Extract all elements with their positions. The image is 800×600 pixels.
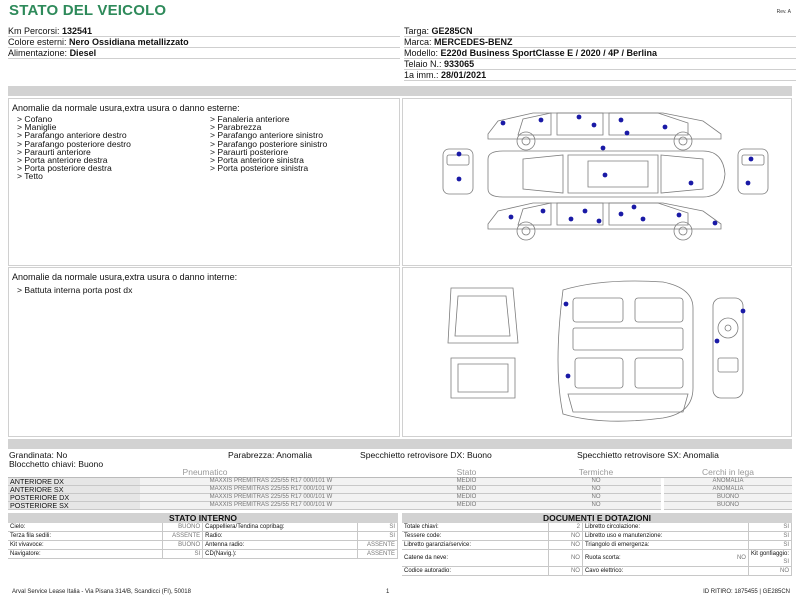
internal-diagram-panel <box>402 267 792 437</box>
info-value: MERCEDES-BENZ <box>434 37 513 47</box>
table-row <box>402 523 792 532</box>
tyre-stato: MEDIO <box>402 494 531 502</box>
tyre-model: MAXXIS PREMITRAS 225/55 R17 000/101 W <box>140 502 402 510</box>
field-value: 2 <box>548 523 582 532</box>
revision-label: Rev. A <box>776 9 791 15</box>
page-title: STATO DEL VEICOLO <box>9 2 167 19</box>
tyre-header-stato: Stato <box>402 468 531 478</box>
info-label: Marca: <box>404 37 432 47</box>
list-item: > Parafango anteriore sinistro <box>210 130 323 141</box>
tyre-termiche: NO <box>531 502 661 510</box>
info-value: 933065 <box>444 59 475 69</box>
field-value: NO <box>548 550 582 567</box>
info-label: Alimentazione: <box>8 48 68 58</box>
external-damage-title: Anomalie da normale usura,extra usura o danno esterne: <box>12 103 240 113</box>
list-item: > Porta anteriore sinistra <box>210 155 304 166</box>
field-label: Terza fila sedili: <box>8 532 163 541</box>
field-label: Codice autoradio: <box>402 567 548 576</box>
info-row-telaio <box>404 59 796 70</box>
field-label: Navigatore: <box>8 550 163 559</box>
field-label: Tessere code: <box>402 532 548 541</box>
info-value: E220d Business SportClasse E / 2020 / 4P / Berlina <box>440 48 657 58</box>
tyre-stato: MEDIO <box>402 502 531 510</box>
list-item: > Fanaleria anteriore <box>210 114 290 124</box>
field-label: Antenna radio: <box>203 541 358 550</box>
field-label: Kit vivavoce: <box>8 541 163 550</box>
field-label: Libretto uso e manutenzione: <box>582 532 748 541</box>
table-row <box>402 532 792 541</box>
info-row-colore <box>8 37 400 48</box>
field-label: Libretto garanzia/service: <box>402 541 548 550</box>
table-row <box>402 567 792 576</box>
table-row <box>402 541 792 550</box>
field-value: NO <box>736 555 746 561</box>
tyre-table <box>8 468 792 510</box>
tyre-header-pneumatico: Pneumatico <box>8 468 402 478</box>
table-row <box>8 550 398 559</box>
tyre-header-cerchi: Cerchi in lega <box>664 468 792 478</box>
table-row <box>402 550 792 567</box>
vehicle-info-left <box>8 26 400 59</box>
field-value: NO <box>748 567 791 576</box>
tyre-position: POSTERIORE DX <box>8 494 140 502</box>
info-value: 132541 <box>62 26 93 36</box>
field-value: NO <box>548 541 582 550</box>
specchietto-sx-text: Specchietto retrovisore SX: Anomalia <box>577 450 719 460</box>
info-row-alimentazione <box>8 48 400 59</box>
field-label: Triangolo di emergenza: <box>582 541 748 550</box>
tyre-model: MAXXIS PREMITRAS 225/55 R17 000/101 W <box>140 478 402 486</box>
list-item: > Maniglie <box>17 122 57 133</box>
field-label: Kit gonfiaggio: <box>750 551 789 557</box>
specchietto-dx-text: Specchietto retrovisore DX: Buono <box>360 450 492 460</box>
info-value: Diesel <box>69 48 97 58</box>
info-value: GE285CN <box>431 26 473 36</box>
field-value: SI <box>748 541 791 550</box>
list-item: > Tetto <box>17 171 43 182</box>
field-value: BUONO <box>163 541 203 550</box>
info-label: Km Percorsi: <box>8 26 60 36</box>
external-damage-panel <box>8 98 400 266</box>
tyre-model: MAXXIS PREMITRAS 225/55 R17 000/101 W <box>140 494 402 502</box>
info-label: Colore esterni: <box>8 37 67 47</box>
field-label: Catene da neve: <box>402 550 548 567</box>
tyre-cerchi: ANOMALIA <box>664 486 792 494</box>
tyre-cerchi: ANOMALIA <box>664 478 792 486</box>
internal-damage-list <box>9 286 399 295</box>
car-exterior-diagram <box>403 99 793 267</box>
list-item: > Porta anteriore destra <box>17 155 108 166</box>
list-item: > Porta posteriore destra <box>17 163 112 174</box>
info-label: Telaio N.: <box>404 59 442 69</box>
blocchetto-text: Blocchetto chiavi: Buono <box>9 459 104 469</box>
tyre-stato: MEDIO <box>402 478 531 486</box>
tyre-position: ANTERIORE DX <box>8 478 140 486</box>
info-value: Nero Ossidiana metallizzato <box>69 37 189 47</box>
tyre-termiche: NO <box>531 486 661 494</box>
field-value: SI <box>163 550 203 559</box>
field-label: Radio: <box>203 532 358 541</box>
field-value: BUONO <box>163 523 203 532</box>
tyre-position: POSTERIORE SX <box>8 502 140 510</box>
footer-ritiro: ID RITIRO: 1875455 | GE285CN <box>703 589 790 595</box>
tyre-termiche: NO <box>531 494 661 502</box>
vehicle-info-right <box>404 26 796 81</box>
list-item: > Paraurti anteriore <box>17 146 91 157</box>
list-item: > Parafango posteriore destro <box>17 138 131 149</box>
section-divider <box>8 439 792 449</box>
field-label: Totale chiavi: <box>402 523 548 532</box>
field-label: Cielo: <box>8 523 163 532</box>
field-value: NO <box>548 567 582 576</box>
info-row-marca <box>404 37 796 48</box>
field-value: SI <box>783 559 789 565</box>
field-label: Cappelliera/Tendina copribag: <box>203 523 358 532</box>
section-divider <box>8 86 792 96</box>
field-label: Libretto circolazione: <box>582 523 748 532</box>
info-label: Targa: <box>404 26 430 36</box>
table-row <box>8 541 398 550</box>
field-value: ASSENTE <box>357 550 397 559</box>
list-item: > Parafango anteriore destro <box>17 130 127 141</box>
field-value: SI <box>357 523 397 532</box>
list-item: > Parafango posteriore sinistro <box>210 138 328 149</box>
info-row-km <box>8 26 400 37</box>
field-value: ASSENTE <box>163 532 203 541</box>
tyre-header-termiche: Termiche <box>531 468 661 478</box>
tyre-termiche: NO <box>531 478 661 486</box>
tyre-position: ANTERIORE SX <box>8 486 140 494</box>
parabrezza-text: Parabrezza: Anomalia <box>228 450 313 460</box>
table-row <box>8 532 398 541</box>
info-row-immatricolazione <box>404 70 796 81</box>
tyre-cerchi: BUONO <box>664 502 792 510</box>
table-row <box>8 478 792 486</box>
footer-company: Arval Service Lease Italia - Via Pisana 314/B, Scandicci (FI), 50018 <box>12 589 191 595</box>
documenti-title: DOCUMENTI E DOTAZIONI <box>402 513 792 523</box>
field-label-pair <box>582 550 748 567</box>
internal-damage-title: Anomalie da normale usura,extra usura o danno interne: <box>12 272 238 282</box>
car-interior-diagram <box>403 268 793 438</box>
list-item: > Cofano <box>17 114 53 124</box>
external-diagram-panel <box>402 98 792 266</box>
field-label: Cavo elettrico: <box>582 567 748 576</box>
field-label: CD(Navig.): <box>203 550 358 559</box>
field-label: Ruota scorta: <box>584 555 621 561</box>
documenti-table <box>402 523 792 576</box>
stato-interno-table <box>8 523 398 559</box>
stato-interno-title: STATO INTERNO <box>8 513 398 523</box>
info-value: 28/01/2021 <box>441 70 487 80</box>
info-label: Modello: <box>404 48 439 58</box>
tyre-model: MAXXIS PREMITRAS 225/55 R17 000/101 W <box>140 486 402 494</box>
field-value: SI <box>357 532 397 541</box>
field-value: NO <box>548 532 582 541</box>
external-damage-list <box>9 115 399 181</box>
field-value: SI <box>748 532 791 541</box>
info-row-modello <box>404 48 796 59</box>
list-item: > Parabrezza <box>210 122 262 133</box>
table-row <box>8 494 792 502</box>
field-value: SI <box>748 523 791 532</box>
grandinata-text: Grandinata: No <box>9 450 68 460</box>
field-value: ASSENTE <box>357 541 397 550</box>
tyre-cerchi: BUONO <box>664 494 792 502</box>
table-row <box>8 502 792 510</box>
list-item: > Porta posteriore sinistra <box>210 163 309 174</box>
tyre-stato: MEDIO <box>402 486 531 494</box>
internal-damage-panel <box>8 267 400 437</box>
table-row <box>8 523 398 532</box>
info-label: 1a imm.: <box>404 70 439 80</box>
list-item: > Paraurti posteriore <box>210 146 289 157</box>
field-label-pair <box>748 550 791 567</box>
info-row-targa <box>404 26 796 37</box>
table-row <box>8 486 792 494</box>
list-item: > Battuta interna porta post dx <box>17 285 133 295</box>
footer-page-number: 1 <box>386 589 390 595</box>
